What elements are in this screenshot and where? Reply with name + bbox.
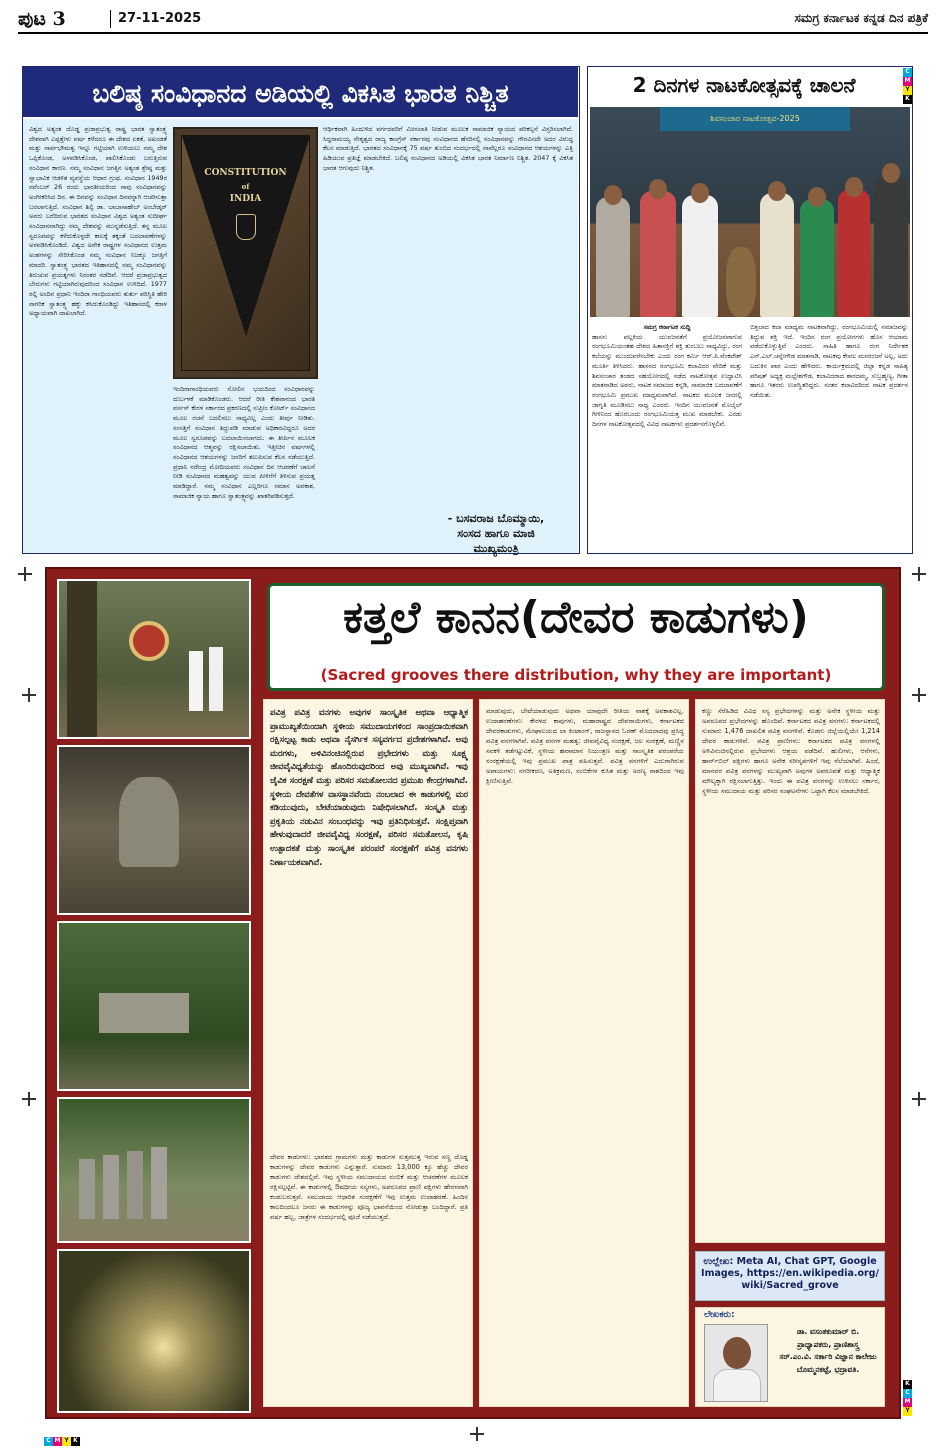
- signature-name: - ಬಸವರಾಜ ಬೊಮ್ಮಾಯಿ,: [447, 512, 545, 525]
- person-head: [768, 181, 786, 201]
- emblem-icon: [236, 214, 256, 240]
- photo-forest-light: [57, 1249, 251, 1413]
- article-column-1: [592, 323, 742, 551]
- photo-grove-shrine: [57, 921, 251, 1091]
- author-label: ಲೇಖಕರು:: [704, 1310, 735, 1320]
- page-number: ಪುಟ 3: [18, 8, 66, 30]
- author-photo: [704, 1324, 768, 1402]
- stone-shrine: [99, 993, 189, 1033]
- references-box: [695, 1251, 885, 1301]
- cmyk-k: K: [903, 1380, 912, 1389]
- person-figure: [596, 197, 630, 317]
- newspaper-name: ಸಮಗ್ರ ಕರ್ನಾಟಕ ಕನ್ನಡ ದಿನ ಪತ್ರಿಕೆ: [794, 11, 928, 25]
- person-head: [604, 185, 622, 205]
- author-shirt: [713, 1369, 761, 1402]
- registration-mark-icon: [18, 567, 32, 581]
- person-figure: [640, 191, 676, 317]
- stone-figure: [151, 1147, 167, 1219]
- signature-role: ಮುಖ್ಯಮಂತ್ರಿ: [473, 542, 519, 555]
- book-cover: [181, 135, 310, 371]
- person-figure: [800, 199, 834, 317]
- article-column-3: ಆರ್ಥಿಕವಾಗಿ ಹಿಂದುಳಿದ ವರ್ಗದವರಿಗೆ ಮೀಸಲಾತಿ ನೀಡುವ ಮೂಲಕ ಸಾಮಾಜಿಕ ನ್ಯಾಯದ ಪರಿಕಲ್ಪನೆ ವಿಸ್ತರಿಸಲಾಗಿದೆ. ಸಿದ್ದರಾಮಯ್ಯ ನೇತೃತ್ವದ ರಾಜ್ಯ ಕಾಂಗ್ರೆಸ್ ಸರ್ಕಾರವು ಸಂವಿಧಾನದ ಹೆಸರಿನಲ್ಲಿ ಸಂವಿಧಾನವನ್ನು ಗೌರವಿಸದೇ ಅದರ ವಿರುದ್ಧ ಕೆಲಸ ಮಾಡುತ್ತಿದೆ. ಭಾರತದ ಸಂವಿಧಾನಕ್ಕೆ 75 ವರ್ಷ ತುಂಬಿದ ಸಂದರ್ಭದಲ್ಲಿ ನಾವೆಲ್ಲರೂ ಸಂವಿಧಾನದ ಆಶಯಗಳನ್ನು ಎತ್ತಿ ಹಿಡಿಯುವ ಪ್ರತಿಜ್ಞೆ ಮಾಡಬೇಕಿದೆ. ಬಲಿಷ್ಠ ಸಂವಿಧಾನದ ಅಡಿಯಲ್ಲಿ ವಿಕಸಿತ ಭಾರತ ನಿರ್ಮಾಣ ನಿಶ್ಚಿತ. 2047 ಕ್ಕೆ ವಿಕಸಿತ ಭಾರತ ಆಗುವುದು ನಿಶ್ಚಿತ.: [323, 125, 573, 172]
- article-text: ಹಾಸನ: ಪಲ್ಲಕಿಯ ಯುವಜನತೆಗೆ ಪ್ರಯೋಜನವಾಗುವ ರಂಗಭೂಮಿಯಂತಹ ದೇಶದ ಹಿತಾಸಕ್ತಿಗೆ ಶಕ್ತಿ ತುಂಬಲು ಸಾಧ್ಯವಿದ್ದು, ರಂಗ ಕಲೆಯನ್ನು ಮುಂದುವರೆಸಬೇಕು ಎಂದು ರಂಗ ಕರ್ಮಿ ಆರ್.ಪಿ.ವೆಂಕಟೇಶ್ ಮೂರ್ತಿ ತಿಳಿಸಿದರು. ಹಾಸನದ ರಂಗಭೂಮಿ ಕಲಾವಿದರ ವೇದಿಕೆ ಮತ್ತು ಶಿವಸಂಚಾರ ತಂಡದ ಸಹಯೋಗದಲ್ಲಿ ನಡೆದ ನಾಟಕೋತ್ಸವ ಉದ್ಘಾಟಿಸಿ ಮಾತನಾಡಿದ ಅವರು, ನಾಟಕ ಸಮಾಜದ ಕನ್ನಡಿ, ಸಾಮಾಜಿಕ ಬದಲಾವಣೆಗೆ ರಂಗಭೂಮಿ ಪ್ರಮುಖ ಮಾಧ್ಯಮವಾಗಿದೆ. ನಾಟಕದ ಮೂಲಕ ಜನರಲ್ಲಿ ಜಾಗೃತಿ ಮೂಡಿಸಲು ಸಾಧ್ಯ ಎಂದರು. ಇಂದಿನ ಯುವಜನತೆ ಮೊಬೈಲ್ ಗೀಳಿನಿಂದ ಹೊರಬಂದು ರಂಗಭೂಮಿಯತ್ತ ಮುಖ ಮಾಡಬೇಕು. ಎರಡು ದಿನಗಳ ನಾಟಕೋತ್ಸವದಲ್ಲಿ ವಿವಿಧ ನಾಟಕಗಳು ಪ್ರದರ್ಶನಗೊಳ್ಳಲಿವೆ.: [592, 332, 742, 429]
- person-head: [882, 163, 900, 183]
- feature-sacred-groves: [45, 567, 901, 1419]
- author-details: [774, 1326, 882, 1376]
- person-figure: [874, 177, 908, 317]
- author-signature: [431, 511, 561, 556]
- stone-figure: [103, 1155, 119, 1219]
- feature-column-2: [479, 699, 689, 1407]
- feature-text-3: ಕಣ್ಣು ಸೆರೆಹಿಡಿದ ವಿವಿಧ ಸಸ್ಯ ಪ್ರಭೇದಗಳನ್ನು ಮತ್ತು ಅನೇಕ ಸ್ಥಳೀಯ ಮತ್ತು ಅಪರೂಪದ ಪ್ರಭೇದಗಳನ್ನು ಹೊಂದಿವೆ. ಕರ್ನಾಟಕದ ಪವಿತ್ರ ವನಗಳು: ಕರ್ನಾಟಕದಲ್ಲಿ ಸುಮಾರು 1,476 ದಾಖಲಿತ ಪವಿತ್ರ ವನಗಳಿವೆ. ಕೊಡಗು ಜಿಲ್ಲೆಯಲ್ಲಿಯೇ 1,214 ದೇವರ ಕಾಡುಗಳಿವೆ. ಪವಿತ್ರ ಪ್ರಾಣಿಗಳು: ಕರ್ನಾಟಕದ ಪವಿತ್ರ ವನಗಳಲ್ಲಿ ಅಳಿವಿನಂಚಿನಲ್ಲಿರುವ ಪ್ರಭೇದಗಳು ಆಶ್ರಯ ಪಡೆದಿವೆ. ಹುಲಿಗಳು, ಆನೆಗಳು, ಹಾರ್ನ್‌ಬಿಲ್ ಪಕ್ಷಿಗಳು ಹಾಗೂ ಅನೇಕ ಸರೀಸೃಪಗಳಿಗೆ ಇವು ನೆಲೆಯಾಗಿವೆ. ಹಿಂದೆ, ಮಾನವರ ಪವಿತ್ರ ವನಗಳನ್ನು ಮುಖ್ಯವಾಗಿ ಅವುಗಳ ಅಪರೂಪತೆ ಮತ್ತು ಆಧ್ಯಾತ್ಮಿಕ ಮೌಲ್ಯಕ್ಕಾಗಿ ರಕ್ಷಿಸಲಾಗುತ್ತಿತ್ತು. ಇಂದು ಈ ಪವಿತ್ರ ವನಗಳನ್ನು ಉಳಿಸಲು ಸರ್ಕಾರ, ಸ್ಥಳೀಯ ಸಮುದಾಯ ಮತ್ತು ಪರಿಸರ ಸಂಘಟನೆಗಳು ಒಟ್ಟಾಗಿ ಕೆಲಸ ಮಾಡಬೇಕಿದೆ.: [702, 707, 880, 795]
- photo-stone-figures: [57, 1097, 251, 1243]
- headline-drama: 2 ದಿನಗಳ ನಾಟಕೋತ್ಸವಕ್ಕೆ ಚಾಲನೆ: [632, 73, 856, 97]
- cmyk-c: C: [44, 1437, 53, 1446]
- author-place: ಬೊಮ್ಮನಕಟ್ಟೆ, ಭದ್ರಾವತಿ.: [796, 1364, 860, 1374]
- stone-figure: [127, 1151, 143, 1219]
- author-name: ಡಾ. ವಸಂತಕುಮಾರ್ ಬಿ.: [796, 1327, 860, 1336]
- feature-title: ಕತ್ತಲೆ ಕಾನನ(ದೇವರ ಕಾಡುಗಳು): [343, 592, 809, 643]
- cmyk-k: K: [903, 95, 912, 104]
- references-text: Meta AI, Chat GPT, Google Images, https://en.wikipedia.org/ wiki/Sacred_grove: [701, 1256, 879, 1291]
- cmyk-k: K: [71, 1437, 80, 1446]
- stone-figure: [79, 1159, 95, 1219]
- ritual-ornament: [129, 621, 169, 661]
- person-figure: [760, 193, 794, 317]
- registration-mark-icon: [912, 1092, 926, 1106]
- signature-title: ಸಂಸದ ಹಾಗೂ ಮಾಜಿ: [457, 527, 535, 540]
- photo-strip: [57, 579, 251, 1413]
- photo-ritual: [57, 579, 251, 739]
- article-constitution: [22, 66, 580, 554]
- registration-mark-icon: [22, 688, 36, 702]
- cmyk-strip-right: [903, 1380, 912, 1416]
- cmyk-m: M: [904, 77, 911, 84]
- feature-column-1: [263, 699, 473, 1407]
- tree-trunk: [67, 581, 97, 739]
- person-head: [808, 187, 826, 207]
- feature-subtitle: (Sacred grooves there distribution, why they are important): [320, 666, 832, 684]
- article-column-2: ಇಂದಿರಾಗಾಂಧಿಯವರು ಸೋಲಿನ ಭಯದಿಂದ ಸಂವಿಧಾನವನ್ನು ದುರ್ಬಳಕೆ ಮಾಡಿಕೊಂಡರು. ಆದರೆ ರೀತಿ ಕೇಶವಾನಂದ ಭಾರತಿ ವರ್ಸಸ್ ಕೇರಳ ಸರ್ಕಾರದ ಪ್ರಕರಣದಲ್ಲಿ ಸುಪ್ರೀಂ ಕೋರ್ಟ್ ಸಂವಿಧಾನದ ಮೂಲ ರಚನೆ ಬದಲಿಸಲು ಸಾಧ್ಯವಿಲ್ಲ ಎಂದು ತೀರ್ಪು ನೀಡಿತು. ಸಂಸತ್ತಿಗೆ ಸಂವಿಧಾನ ತಿದ್ದುಪಡಿ ಮಾಡುವ ಅಧಿಕಾರವಿದ್ದರೂ ಅದರ ಮೂಲ ಸ್ವರೂಪವನ್ನು ಬದಲಾಯಿಸಲಾಗದು. ಈ ತೀರ್ಪಿನ ಮೂಲಕ ಸಂವಿಧಾನದ ಆತ್ಮವನ್ನು ರಕ್ಷಿಸಲಾಯಿತು. ಇತ್ತೀಚಿನ ವರ್ಷಗಳಲ್ಲಿ ಸಂವಿಧಾನದ ಆಶಯಗಳನ್ನು ಜನರಿಗೆ ತಲುಪಿಸುವ ಕೆಲಸ ನಡೆಯುತ್ತಿದೆ. ಪ್ರಧಾನಿ ನರೇಂದ್ರ ಮೋದಿಯವರು ಸಂವಿಧಾನ ದಿನ ಆಚರಣೆಗೆ ಚಾಲನೆ ನೀಡಿ ಸಂವಿಧಾನದ ಮಹತ್ವವನ್ನು ಯುವ ಪೀಳಿಗೆಗೆ ತಿಳಿಸುವ ಪ್ರಯತ್ನ ಮಾಡಿದ್ದಾರೆ. ನಮ್ಮ ಸಂವಿಧಾನ ಎಲ್ಲರಿಗೂ ಸಮಾನ ಅವಕಾಶ, ಸಾಮಾಜಿಕ ನ್ಯಾಯ ಹಾಗೂ ಸ್ವಾತಂತ್ರ್ಯವನ್ನು ಖಾತರಿಪಡಿಸುತ್ತದೆ.: [173, 385, 315, 500]
- person-head: [845, 177, 863, 197]
- feature-lead: ಪವಿತ್ರ ಪವಿತ್ರ ವನಗಳು ಅವುಗಳ ಸಾಂಸ್ಕೃತಿಕ ಅಥವಾ ಆಧ್ಯಾತ್ಮಿಕ ಪ್ರಾಮುಖ್ಯತೆಯಿಂದಾಗಿ ಸ್ಥಳೀಯ ಸಮುದಾಯಗಳಿಂದ ಸಾಂಪ್ರದಾಯಿಕವಾಗಿ ರಕ್ಷಿಸಲ್ಪಟ್ಟ ಕಾಡು ಅಥವಾ ನೈಸರ್ಗಿಕ ಸಸ್ಯವರ್ಗದ ಪ್ರದೇಶಗಳಾಗಿವೆ. ಅವು ಮರಗಳು, ಅಳಿವಿನಂಚಿನಲ್ಲಿರುವ ಪ್ರಭೇದಗಳು ಮತ್ತು ಸೂಕ್ಷ್ಮ ಜೀವವೈವಿಧ್ಯತೆಯನ್ನು ಹೊಂದಿರುವುದರಿಂದ ಅವು ಮುಖ್ಯವಾಗಿವೆ. ಇವು ಜೈವಿಕ ಸಂರಕ್ಷಣೆ ಮತ್ತು ಪರಿಸರ ಸಮತೋಲನದ ಪ್ರಮುಖ ಕೇಂದ್ರಗಳಾಗಿವೆ. ಸ್ಥಳೀಯ ದೇವತೆಗಳ ವಾಸಸ್ಥಾನವೆಂದು ನಂಬಲಾದ ಈ ಕಾಡುಗಳಲ್ಲಿ ಮರ ಕಡಿಯುವುದು, ಬೇಟೆಯಾಡುವುದು ನಿಷೇಧಿಸಲಾಗಿದೆ. ಸಂಸ್ಕೃತಿ ಮತ್ತು ಪ್ರಕೃತಿಯ ನಡುವಿನ ಸಂಬಂಧವನ್ನು ಇವು ಪ್ರತಿನಿಧಿಸುತ್ತವೆ. ಸಂಕ್ಷಿಪ್ತವಾಗಿ ಹೇಳುವುದಾದರೆ ಜೀವವೈವಿಧ್ಯ ಸಂರಕ್ಷಣೆ, ಪರಿಸರ ಸಮತೋಲನ, ಕೃಷಿ ಉತ್ಪಾದಕತೆ ಮತ್ತು ಸಾಂಸ್ಕೃತಿಕ ಪರಂಪರೆ ಸಂರಕ್ಷಣೆಗೆ ಪವಿತ್ರ ವನಗಳು ನಿರ್ಣಾಯಕವಾಗಿವೆ.: [270, 707, 468, 867]
- priest-figure: [189, 651, 203, 711]
- cmyk-y: Y: [903, 1407, 912, 1416]
- cmyk-strip-bottom: [44, 1427, 80, 1446]
- article-column-2: ಬಿತ್ತಲಾದ ಕಲಾ ಮಾಧ್ಯಮ ನಾಟಕವಾಗಿದ್ದು, ರಂಗಭೂಮಿಯಲ್ಲಿ ಸಮಾಜವನ್ನು ತಿದ್ದುವ ಶಕ್ತಿ ಇದೆ. ಇಂದಿನ ರಂಗ ಪ್ರಯೋಗಗಳು ಹೊಸ ಆಯಾಮ ಪಡೆದುಕೊಳ್ಳುತ್ತಿವೆ ಎಂದರು. ಸಾಹಿತಿ ಹಾಗೂ ರಂಗ ನಿರ್ದೇಶಕ ಎನ್.ಎಲ್.ಚನ್ನೇಗೌಡ ಮಾತನಾಡಿ, ನಾಟಕವು ಕೇವಲ ಮನರಂಜನೆ ಅಲ್ಲ, ಅದು ಬದುಕಿನ ಪಾಠ ಎಂದು ಹೇಳಿದರು. ಕಾರ್ಯಕ್ರಮದಲ್ಲಿ ಜಿಲ್ಲಾ ಕನ್ನಡ ಸಾಹಿತ್ಯ ಪರಿಷತ್ ಅಧ್ಯಕ್ಷ ಮಲ್ಲೇಶಗೌಡ, ಕಲಾವಿದರಾದ ಶಾರದಮ್ಮ, ಸುಬ್ರಹ್ಮಣ್ಯ, ಗೀತಾ ಹಾಗೂ ಇತರರು ಉಪಸ್ಥಿತರಿದ್ದರು. ನಂತರ ಕಲಾವಿದರಿಂದ ನಾಟಕ ಪ್ರದರ್ಶನ ನಡೆಯಿತು.: [750, 323, 908, 399]
- references-label: ಉಲ್ಲೇಖ:: [703, 1256, 734, 1267]
- cmyk-m: M: [904, 1398, 911, 1405]
- feature-title-box: [267, 583, 885, 691]
- author-box: [695, 1307, 885, 1407]
- feature-column-3: [695, 699, 885, 1243]
- photo-stone-idol: [57, 745, 251, 915]
- page-header: [18, 8, 928, 34]
- article-column-1: ವಿಶ್ವದ ಅತ್ಯಂತ ದೊಡ್ಡ ಪ್ರಜಾಪ್ರಭುತ್ವ ರಾಷ್ಟ್ರ ಭಾರತ ಸ್ವಾತಂತ್ರ್ಯ ದೇಶವಾಗಿ ಎಪ್ಪತ್ತೇಳು ವರ್ಷ ಕಳೆದರೂ ಈ ದೇಶದ ಏಕತೆ, ಅಖಂಡತೆ ಮತ್ತು ಸಾರ್ವಭೌಮತ್ವ ಇನ್ನೂ ಗಟ್ಟಿಯಾಗಿ ಉಳಿಯಲು ನಮ್ಮ ದೇಶ ಒಪ್ಪಿಕೊಂಡ, ಅಳವಡಿಸಿಕೊಂಡ, ಪಾಲಿಸಿಕೊಂಡು ಬರುತ್ತಿರುವ ಸಂವಿಧಾನ ಕಾರಣ. ನಮ್ಮ ಸಂವಿಧಾನ ಜಗತ್ತಿನ ಅತ್ಯಂತ ಶ್ರೇಷ್ಠ ಮತ್ತು ಸ್ವಾಭಾವಿಕ ಆಡಳಿತ ವ್ಯವಸ್ಥೆಯ ಆಧಾರ ಗ್ರಂಥ. ಸಂವಿಧಾನ 1949ರ ನವೆಂಬರ್ 26 ರಂದು ಭಾರತೀಯರಿಂದ ನಾವು ಸಂವಿಧಾನವನ್ನು ಅಂಗೀಕರಿಸಿದ ದಿನ. ಈ ದಿನವನ್ನು ಸಂವಿಧಾನ ದಿನವನ್ನಾಗಿ ಆಚರಿಸುತ್ತಾ ಬರಲಾಗುತ್ತಿದೆ. ಸಂವಿಧಾನ ಶಿಲ್ಪಿ ಡಾ. ಬಾಬಾಸಾಹೇಬ್ ಅಂಬೇಡ್ಕರ್ ಅವರು ಬರೆದಿರುವ ಭಾರತದ ಸಂವಿಧಾನ ವಿಶ್ವದ ಅತ್ಯಂತ ಸುದೀರ್ಘ ಸಂವಿಧಾನವಾಗಿದ್ದು ನಮ್ಮ ದೇಶವನ್ನು ಮುನ್ನಡೆಸುತ್ತಿದೆ. ತನ್ನ ಮೂಲ ಸ್ವರೂಪವನ್ನು ಕಳೆದುಕೊಳ್ಳದೇ ಕಾಲಕ್ಕೆ ತಕ್ಕಂತೆ ಬದಲಾವಣೆಗಳನ್ನು ಅಳವಡಿಸಿಕೊಂಡಿದೆ. ವಿಶ್ವದ ಅನೇಕ ರಾಷ್ಟ್ರಗಳ ಸಂವಿಧಾನದ ಉತ್ತಮ ಅಂಶಗಳನ್ನು ಸೇರಿಸಿಕೊಂಡ ನಮ್ಮ ಸಂವಿಧಾನ ನಿಜಕ್ಕೂ ಜಗತ್ತಿಗೆ ಮಾದರಿ. ಸ್ವಾತಂತ್ರ್ಯ ಭಾರತದ ಇತಿಹಾಸದಲ್ಲಿ ನಮ್ಮ ಸಂವಿಧಾನವನ್ನು ತಿರುಚುವ ಪ್ರಯತ್ನಗಳು ನಿರಂತರ ನಡೆದಿವೆ. ಆದರೆ ಪ್ರಜಾಪ್ರಭುತ್ವದ ಬೇರುಗಳು ಗಟ್ಟಿಯಾಗಿರುವುದರಿಂದ ಸಂವಿಧಾನ ಉಳಿದಿದೆ. 1977 ರಲ್ಲಿ ಅಂದಿನ ಪ್ರಧಾನಿ ಇಂದಿರಾ ಗಾಂಧಿಯವರು ತುರ್ತು ಪರಿಸ್ಥಿತಿ ಹೇರಿ ನಾಗರಿಕ ಸ್ವಾತಂತ್ರ್ಯ ಹಕ್ಕು ಕಸಿದುಕೊಂಡಿದ್ದು ಇತಿಹಾಸದಲ್ಲಿ ಕರಾಳ ಅಧ್ಯಾಯವಾಗಿ ದಾಖಲಾಗಿದೆ.: [29, 125, 167, 318]
- registration-mark-icon: [912, 567, 926, 581]
- article-drama-festival: [587, 66, 913, 554]
- cmyk-c: C: [903, 1389, 912, 1398]
- person-head: [649, 179, 667, 199]
- priest-figure: [209, 647, 223, 711]
- book-title-country: INDIA: [229, 194, 262, 204]
- registration-mark-icon: [912, 688, 926, 702]
- book-title: CONSTITUTION: [204, 168, 287, 178]
- headline-constitution: ಬಲಿಷ್ಠ ಸಂವಿಧಾನದ ಅಡಿಯಲ್ಲಿ ವಿಕಸಿತ ಭಾರತ ನಿಶ್ಚಿತ: [23, 67, 578, 117]
- author-college: ಸರ್.ಎಂ.ವಿ. ಸರ್ಕಾರಿ ವಿಜ್ಞಾನ ಕಾಲೇಜು: [779, 1352, 877, 1361]
- person-figure: [838, 189, 870, 317]
- photo-caption: ಸಮಗ್ರ ಕರ್ನಾಟಕ ಸುದ್ದಿ: [643, 323, 691, 331]
- person-figure: [682, 195, 718, 317]
- issue-date: 27-11-2025: [118, 11, 202, 26]
- event-photo: [590, 107, 910, 317]
- stone-idol: [119, 777, 179, 867]
- feature-text-2: ಮಾಡುವುದು, ಬೇಟೆಯಾಡುವುದು ಅಥವಾ ಯಾವುದೇ ರೀತಿಯ ನಾಶಕ್ಕೆ ಅವಕಾಶವಿಲ್ಲ. ಉದಾಹರಣೆಗಳು: ಕೇರಳದ ಕಾವುಗಳು, ಮಹಾರಾಷ್ಟ್ರದ ದೇವರಾಯಿಗಳು, ಕರ್ನಾಟಕದ ದೇವರಕಾಡುಗಳು, ಮೇಘಾಲಯದ ಲಾ ಕಿಂಟಾಂಗ್, ರಾಜಸ್ಥಾನದ ಓರಣ್ ಮೊದಲಾದವು ಪ್ರಸಿದ್ಧ ಪವಿತ್ರ ವನಗಳಾಗಿವೆ. ಪವಿತ್ರ ವನಗಳ ಮಹತ್ವ: ಜೀವವೈವಿಧ್ಯ ಸಂರಕ್ಷಣೆ, ಜಲ ಸಂರಕ್ಷಣೆ, ಮಣ್ಣಿನ ಸವಕಳಿ ತಡೆಗಟ್ಟುವಿಕೆ, ಸ್ಥಳೀಯ ಹವಾಮಾನ ನಿಯಂತ್ರಣ ಮತ್ತು ಸಾಂಸ್ಕೃತಿಕ ಪರಂಪರೆಯ ಸಂರಕ್ಷಣೆಯಲ್ಲಿ ಇವು ಪ್ರಮುಖ ಪಾತ್ರ ವಹಿಸುತ್ತವೆ. ಪವಿತ್ರ ವನಗಳಿಗೆ ಎದುರಾಗಿರುವ ಅಪಾಯಗಳು: ನಗರೀಕರಣ, ಅತಿಕ್ರಮಣ, ನಂಬಿಕೆಗಳ ಕುಸಿತ ಮತ್ತು ಅರಣ್ಯ ನಾಶದಿಂದ ಇವು ಕ್ಷೀಣಿಸುತ್ತಿವೆ.: [486, 707, 684, 785]
- drum-object: [726, 247, 756, 317]
- registration-mark-icon: [22, 1092, 36, 1106]
- author-face: [723, 1337, 751, 1369]
- author-designation: ಪ್ರಾಧ್ಯಾಪಕರು, ಪ್ರಾಣಿಶಾಸ್ತ್ರ: [797, 1339, 859, 1349]
- header-divider: [110, 10, 111, 28]
- book-title-of: of: [241, 182, 250, 191]
- person-head: [691, 183, 709, 203]
- registration-mark-icon: [470, 1427, 484, 1441]
- constitution-book-image: [173, 127, 318, 379]
- cmyk-y: Y: [62, 1437, 71, 1446]
- cmyk-c: C: [903, 68, 912, 77]
- cmyk-m: M: [54, 1437, 61, 1444]
- cmyk-y: Y: [903, 86, 912, 95]
- feature-text-1: ದೇವರ ಕಾಡುಗಳು: ಭಾರತದ ಗ್ರಾಮಗಳು ಮತ್ತು ಕಾಡುಗಳ ಸುತ್ತಮುತ್ತ ಇರುವ ಸಣ್ಣ ದೊಡ್ಡ ಕಾಡುಗಳನ್ನು ದೇವರ ಕಾಡುಗಳು ಎನ್ನುತ್ತಾರೆ. ಸುಮಾರು 13,000 ಕ್ಕೂ ಹೆಚ್ಚು ದೇವರ ಕಾಡುಗಳು ದೇಶದಲ್ಲಿವೆ. ಇವು ಸ್ಥಳೀಯ ಸಮುದಾಯದ ನಂಬಿಕೆ ಮತ್ತು ಆಚರಣೆಗಳ ಮೂಲಕ ರಕ್ಷಿಸಲ್ಪಟ್ಟಿವೆ. ಈ ಕಾಡುಗಳಲ್ಲಿ ಔಷಧೀಯ ಸಸ್ಯಗಳು, ಅಪರೂಪದ ಪ್ರಾಣಿ ಪಕ್ಷಿಗಳು ಹೇರಳವಾಗಿ ಕಂಡುಬರುತ್ತವೆ. ಸಮುದಾಯ ಆಧಾರಿತ ಸಂರಕ್ಷಣೆಗೆ ಇವು ಉತ್ತಮ ಉದಾಹರಣೆ. ಹಿಂದಿನ ಕಾಲದಿಂದಲೂ ಜನರು ಈ ಕಾಡುಗಳನ್ನು ಪೂಜ್ಯ ಭಾವನೆಯಿಂದ ನೋಡುತ್ತಾ ಬಂದಿದ್ದಾರೆ. ಪ್ರತಿ ವರ್ಷ ಹಬ್ಬ, ಜಾತ್ರೆಗಳ ಸಂದರ್ಭದಲ್ಲಿ ಪೂಜೆ ನಡೆಯುತ್ತದೆ.: [270, 1153, 468, 1221]
- stage-banner: ಶಿವಸಂಚಾರ ನಾಟಕೋತ್ಸವ-2025: [660, 107, 850, 131]
- article-body: [23, 119, 578, 553]
